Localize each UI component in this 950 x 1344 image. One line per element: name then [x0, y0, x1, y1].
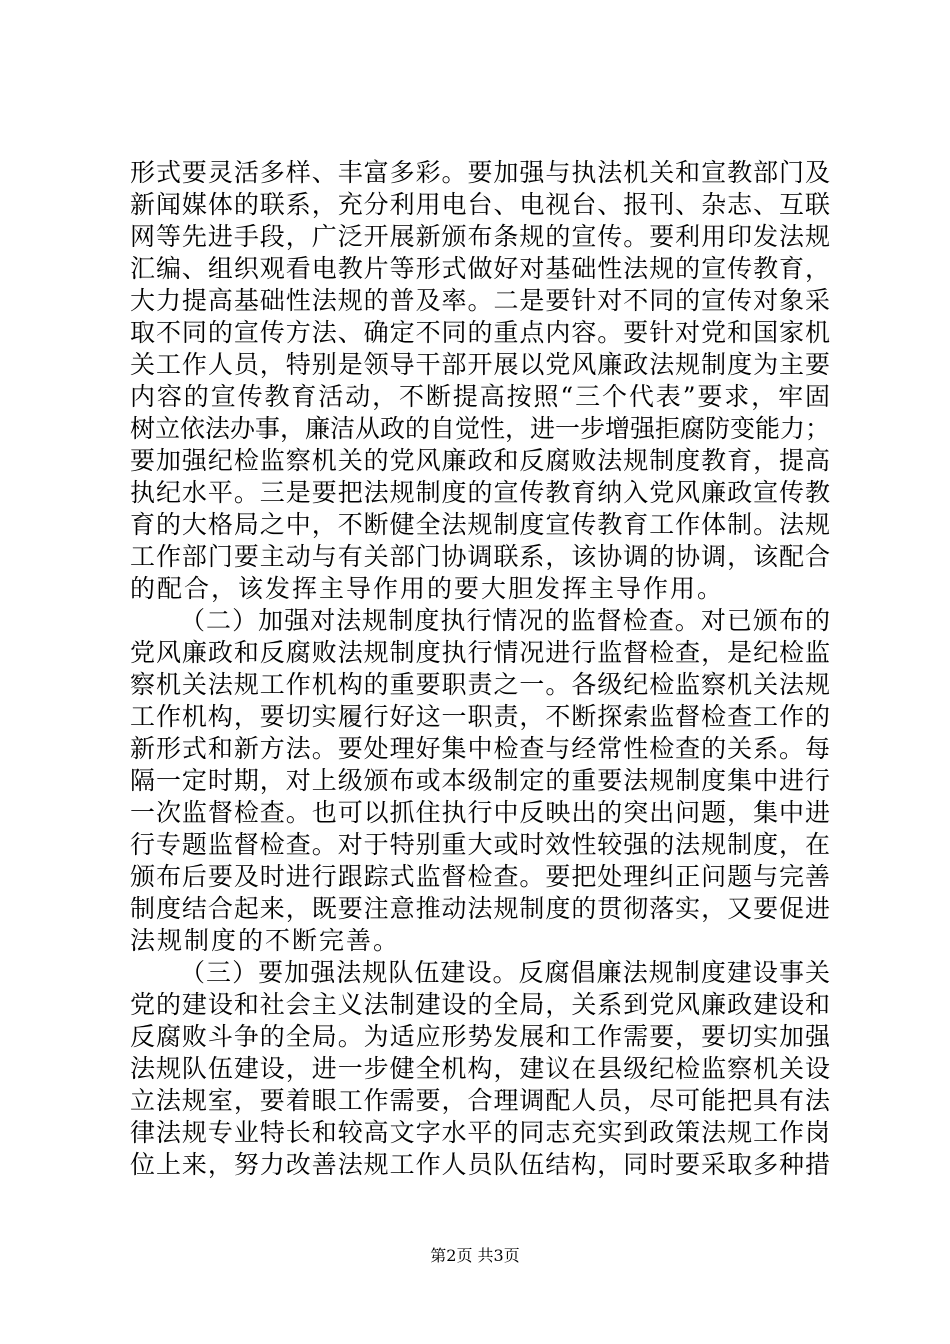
text-line: 取不同的宣传方法、确定不同的重点内容。要针对党和国家机: [130, 318, 830, 347]
text-line: 立法规室，要着眼工作需要，合理调配人员，尽可能把具有法: [130, 1086, 830, 1115]
text-line: 汇编、组织观看电教片等形式做好对基础性法规的宣传教育，: [130, 254, 830, 283]
text-line: 法规队伍建设，进一步健全机构，建议在县级纪检监察机关设: [130, 1054, 830, 1083]
text-line: 内容的宣传教育活动，不断提高按照“三个代表”要求，牢固: [130, 382, 830, 411]
text-line: 隔一定时期，对上级颁布或本级制定的重要法规制度集中进行: [130, 766, 830, 795]
text-line: 位上来，努力改善法规工作人员队伍结构，同时要采取多种措: [130, 1150, 830, 1179]
text-line: 育的大格局之中，不断健全法规制度宣传教育工作体制。法规: [130, 510, 830, 539]
text-line: 党风廉政和反腐败法规制度执行情况进行监督检查，是纪检监: [130, 638, 830, 667]
text-line: 法规制度的不断完善。: [130, 926, 401, 955]
text-line: 网等先进手段，广泛开展新颁布条规的宣传。要利用印发法规: [130, 222, 830, 251]
text-line: 颁布后要及时进行跟踪式监督检查。要把处理纠正问题与完善: [130, 862, 830, 891]
text-line: 律法规专业特长和较高文字水平的同志充实到政策法规工作岗: [130, 1118, 830, 1147]
page-number: 第2页 共3页: [430, 1246, 520, 1265]
text-line: 要加强纪检监察机关的党风廉政和反腐败法规制度教育，提高: [130, 446, 830, 475]
text-line: 制度结合起来，既要注意推动法规制度的贯彻落实，又要促进: [130, 894, 830, 923]
text-line: 执纪水平。三是要把法规制度的宣传教育纳入党风廉政宣传教: [130, 478, 830, 507]
document-body: [130, 157, 830, 1181]
text-line: 新形式和新方法。要处理好集中检查与经常性检查的关系。每: [130, 734, 830, 763]
text-line: 党的建设和社会主义法制建设的全局，关系到党风廉政建设和: [130, 990, 830, 1019]
text-line: 大力提高基础性法规的普及率。二是要针对不同的宣传对象采: [130, 286, 830, 315]
text-line: 察机关法规工作机构的重要职责之一。各级纪检监察机关法规: [130, 670, 830, 699]
text-line: 工作部门要主动与有关部门协调联系，该协调的协调，该配合: [130, 542, 830, 571]
text-line: 新闻媒体的联系，充分利用电台、电视台、报刊、杂志、互联: [130, 190, 830, 219]
section-heading-line: （二）加强对法规制度执行情况的监督检查。对已颁布的: [180, 606, 830, 635]
text-line: 反腐败斗争的全局。为适应形势发展和工作需要，要切实加强: [130, 1022, 830, 1051]
section-heading-line: （三）要加强法规队伍建设。反腐倡廉法规制度建设事关: [180, 958, 830, 987]
text-line: 形式要灵活多样、丰富多彩。要加强与执法机关和宣教部门及: [130, 158, 830, 187]
text-line: 行专题监督检查。对于特别重大或时效性较强的法规制度，在: [130, 830, 830, 859]
text-line: 关工作人员，特别是领导干部开展以党风廉政法规制度为主要: [130, 350, 830, 379]
text-line: 树立依法办事，廉洁从政的自觉性，进一步增强拒腐防变能力；: [130, 414, 831, 443]
text-line: 工作机构，要切实履行好这一职责，不断探索监督检查工作的: [130, 702, 830, 731]
text-line: 一次监督检查。也可以抓住执行中反映出的突出问题，集中进: [130, 798, 830, 827]
text-line: 的配合，该发挥主导作用的要大胆发挥主导作用。: [130, 574, 725, 603]
